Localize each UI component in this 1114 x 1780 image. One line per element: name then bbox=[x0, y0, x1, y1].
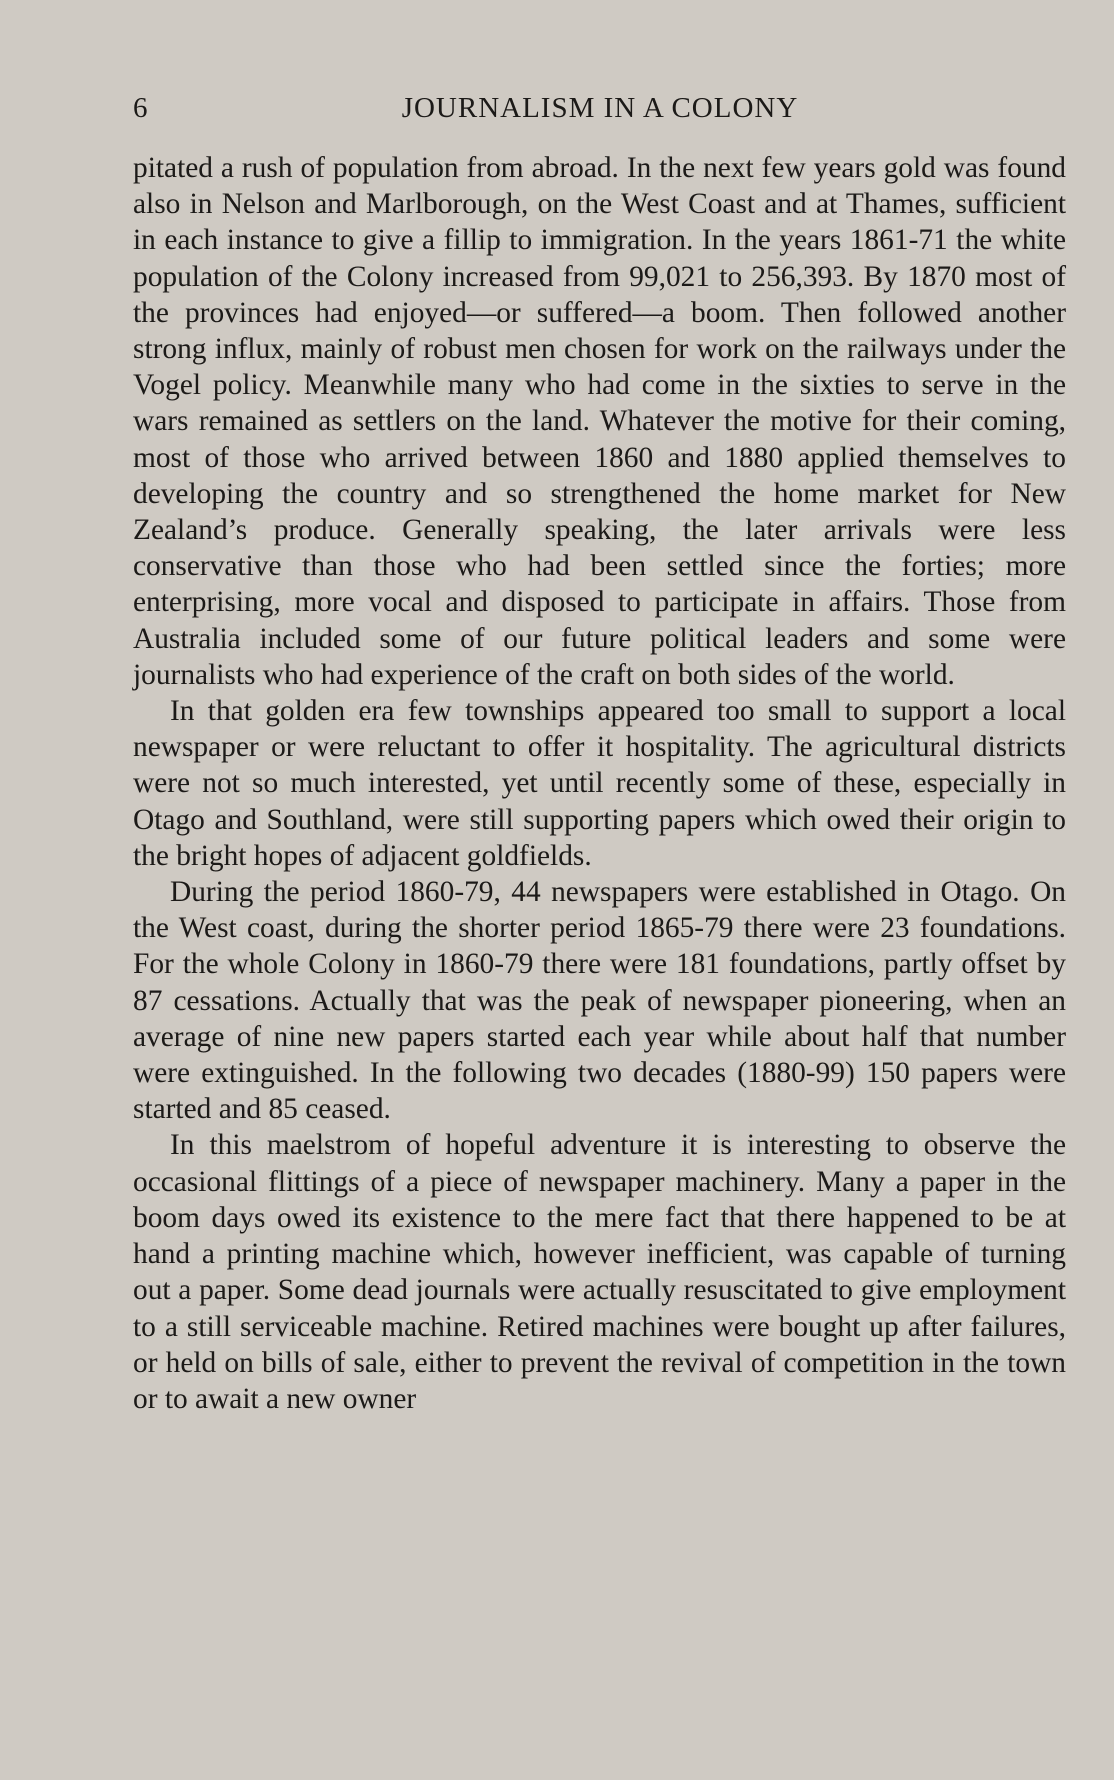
running-title: JOURNALISM IN A COLONY bbox=[401, 92, 799, 124]
page-number: 6 bbox=[133, 92, 148, 124]
paragraph-golden-era: In that golden era few townships appeared too small to support a local newspaper or were reluctant to offer it hospitality. The agricultural districts were not so much interested, yet until recently some of these, especially in Otago and Southland, were still supporting papers which owed their origin to the bright hopes of adjacent goldfields. bbox=[133, 695, 1066, 872]
paragraph-continuation: pitated a rush of population from abroad. In the next few years gold was found also in Nelson and Marlborough, on the West Coast and at Thames, sufficient in each instance to give a fillip to immigration. In the years 1861-71 the white population of the Colony increased from 99,021 to 256,393. By 1870 most of the provinces had enjoyed—or suffered—a boom. Then followed another strong influx, mainly of robust men chosen for work on the railways under the Vogel policy. Meanwhile many who had come in the sixties to serve in the wars remained as settlers on the land. Whatever the motive for their coming, most of those who arrived between 1860 and 1880 applied themselves to developing the country and so strengthened the home market for New Zealand’s produce. Generally speaking, the later arrivals were less conservative than those who had been settled since the forties; more enterprising, more vocal and disposed to participate in affairs. Those from Australia included some of our future political leaders and some were journalists who had experience of the craft on both sides of the world. bbox=[133, 152, 1066, 691]
page-header bbox=[133, 88, 1067, 128]
paragraph-machinery: In this maelstrom of hopeful adventure it is interesting to observe the occasional flittings of a piece of newspaper machinery. Many a paper in the boom days owed its existence to the mere fact that there happened to be at hand a printing machine which, however inefficient, was capable of turning out a paper. Some dead journals were actually resuscitated to give employment to a still serviceable machine. Retired machines were bought up after failures, or held on bills of sale, either to prevent the revival of competition in the town or to await a new owner bbox=[133, 1129, 1066, 1415]
paragraph-newspaper-statistics: During the period 1860-79, 44 newspapers were established in Otago. On the West coast, during the shorter period 1865-79 there were 23 foundations. For the whole Colony in 1860-79 there were 181 foundations, partly offset by 87 cessations. Actually that was the peak of newspaper pioneering, when an average of nine new papers started each year while about half that number were extinguished. In the following two decades (1880-99) 150 papers were started and 85 ceased. bbox=[133, 876, 1066, 1126]
body-text bbox=[133, 150, 1066, 1417]
